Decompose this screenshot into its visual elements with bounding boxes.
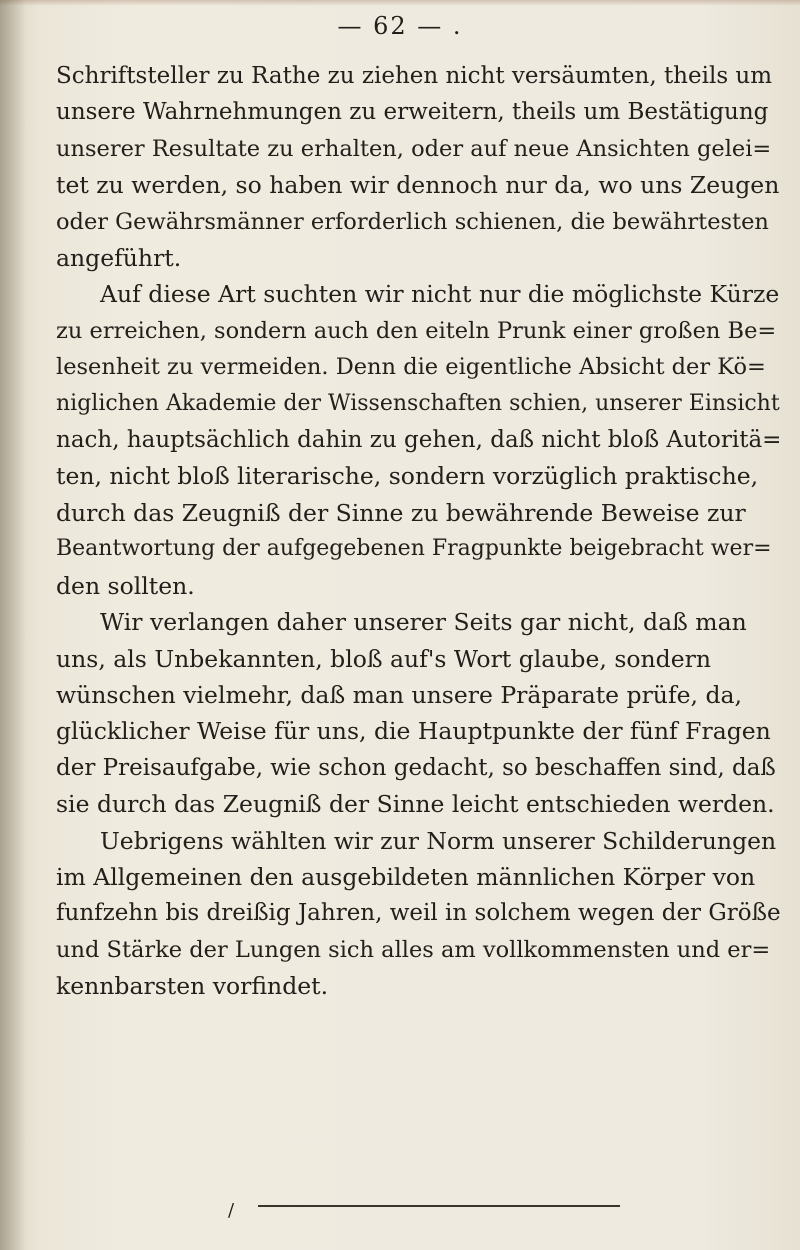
footer-rule <box>258 1205 620 1207</box>
text-line: Wir verlangen daher unserer Seits gar nicht, daß man <box>100 608 747 637</box>
text-line: lesenheit zu vermeiden. Denn die eigentliche Absicht der Kö= <box>56 354 766 381</box>
text-line: unserer Resultate zu erhalten, oder auf neue Ansichten gelei= <box>56 135 772 162</box>
text-line: Beantwortung der aufgegebenen Fragpunkte beigebracht wer= <box>56 536 772 562</box>
text-line: niglichen Akademie der Wissenschaften schien, unserer Einsicht <box>56 390 780 416</box>
text-line: wünschen vielmehr, daß man unsere Präparate prüfe, da, <box>56 680 743 709</box>
gutter-shadow <box>0 0 26 1250</box>
text-line: ten, nicht bloß literarische, sondern vorzüglich praktische, <box>56 462 759 491</box>
text-line: glücklicher Weise für uns, die Hauptpunkte der fünf Fragen <box>56 717 771 746</box>
text-line: uns, als Unbekannten, bloß auf's Wort glaube, sondern <box>56 644 711 673</box>
text-line: Uebrigens wählten wir zur Norm unserer Schilderungen <box>100 826 777 855</box>
text-line: Auf diese Art suchten wir nicht nur die möglichste Kürze <box>100 280 780 309</box>
text-line: funfzehn bis dreißig Jahren, weil in solchem wegen der Größe <box>56 900 781 927</box>
text-line: im Allgemeinen den ausgebildeten männlichen Körper von <box>56 862 756 891</box>
text-line: Schriftsteller zu Rathe zu ziehen nicht versäumten, theils um <box>56 63 773 89</box>
text-line: durch das Zeugniß der Sinne zu bewährende Beweise zur <box>56 498 746 527</box>
text-line: kennbarsten vorfindet. <box>56 972 329 1001</box>
text-line: der Preisaufgabe, wie schon gedacht, so beschaffen sind, daß <box>56 754 776 781</box>
text-line: und Stärke der Lungen sich alles am vollkommensten und er= <box>56 936 771 963</box>
text-line: angeführt. <box>56 244 182 273</box>
paragraph-3 <box>56 604 781 822</box>
text-line: sie durch das Zeugniß der Sinne leicht entschieden werden. <box>56 790 775 819</box>
paragraph-4 <box>56 823 781 1005</box>
page-edge <box>0 0 800 6</box>
text-line: nach, hauptsächlich dahin zu gehen, daß nicht bloß Autoritä= <box>56 427 782 454</box>
text-line: unsere Wahrnehmungen zu erweitern, theils um Bestätigung <box>56 99 769 126</box>
text-line: tet zu werden, so haben wir dennoch nur da, wo uns Zeugen <box>56 171 780 200</box>
footer-mark: / <box>228 1200 235 1221</box>
paragraph-1 <box>56 58 781 276</box>
page-number: — 62 — . <box>337 12 463 40</box>
paragraph-2 <box>56 276 781 604</box>
text-line: zu erreichen, sondern auch den eiteln Prunk einer großen Be= <box>56 317 777 344</box>
text-line: den sollten. <box>56 571 195 600</box>
body-text <box>56 58 781 1005</box>
text-line: oder Gewährsmänner erforderlich schienen, die bewährtesten <box>56 208 769 235</box>
